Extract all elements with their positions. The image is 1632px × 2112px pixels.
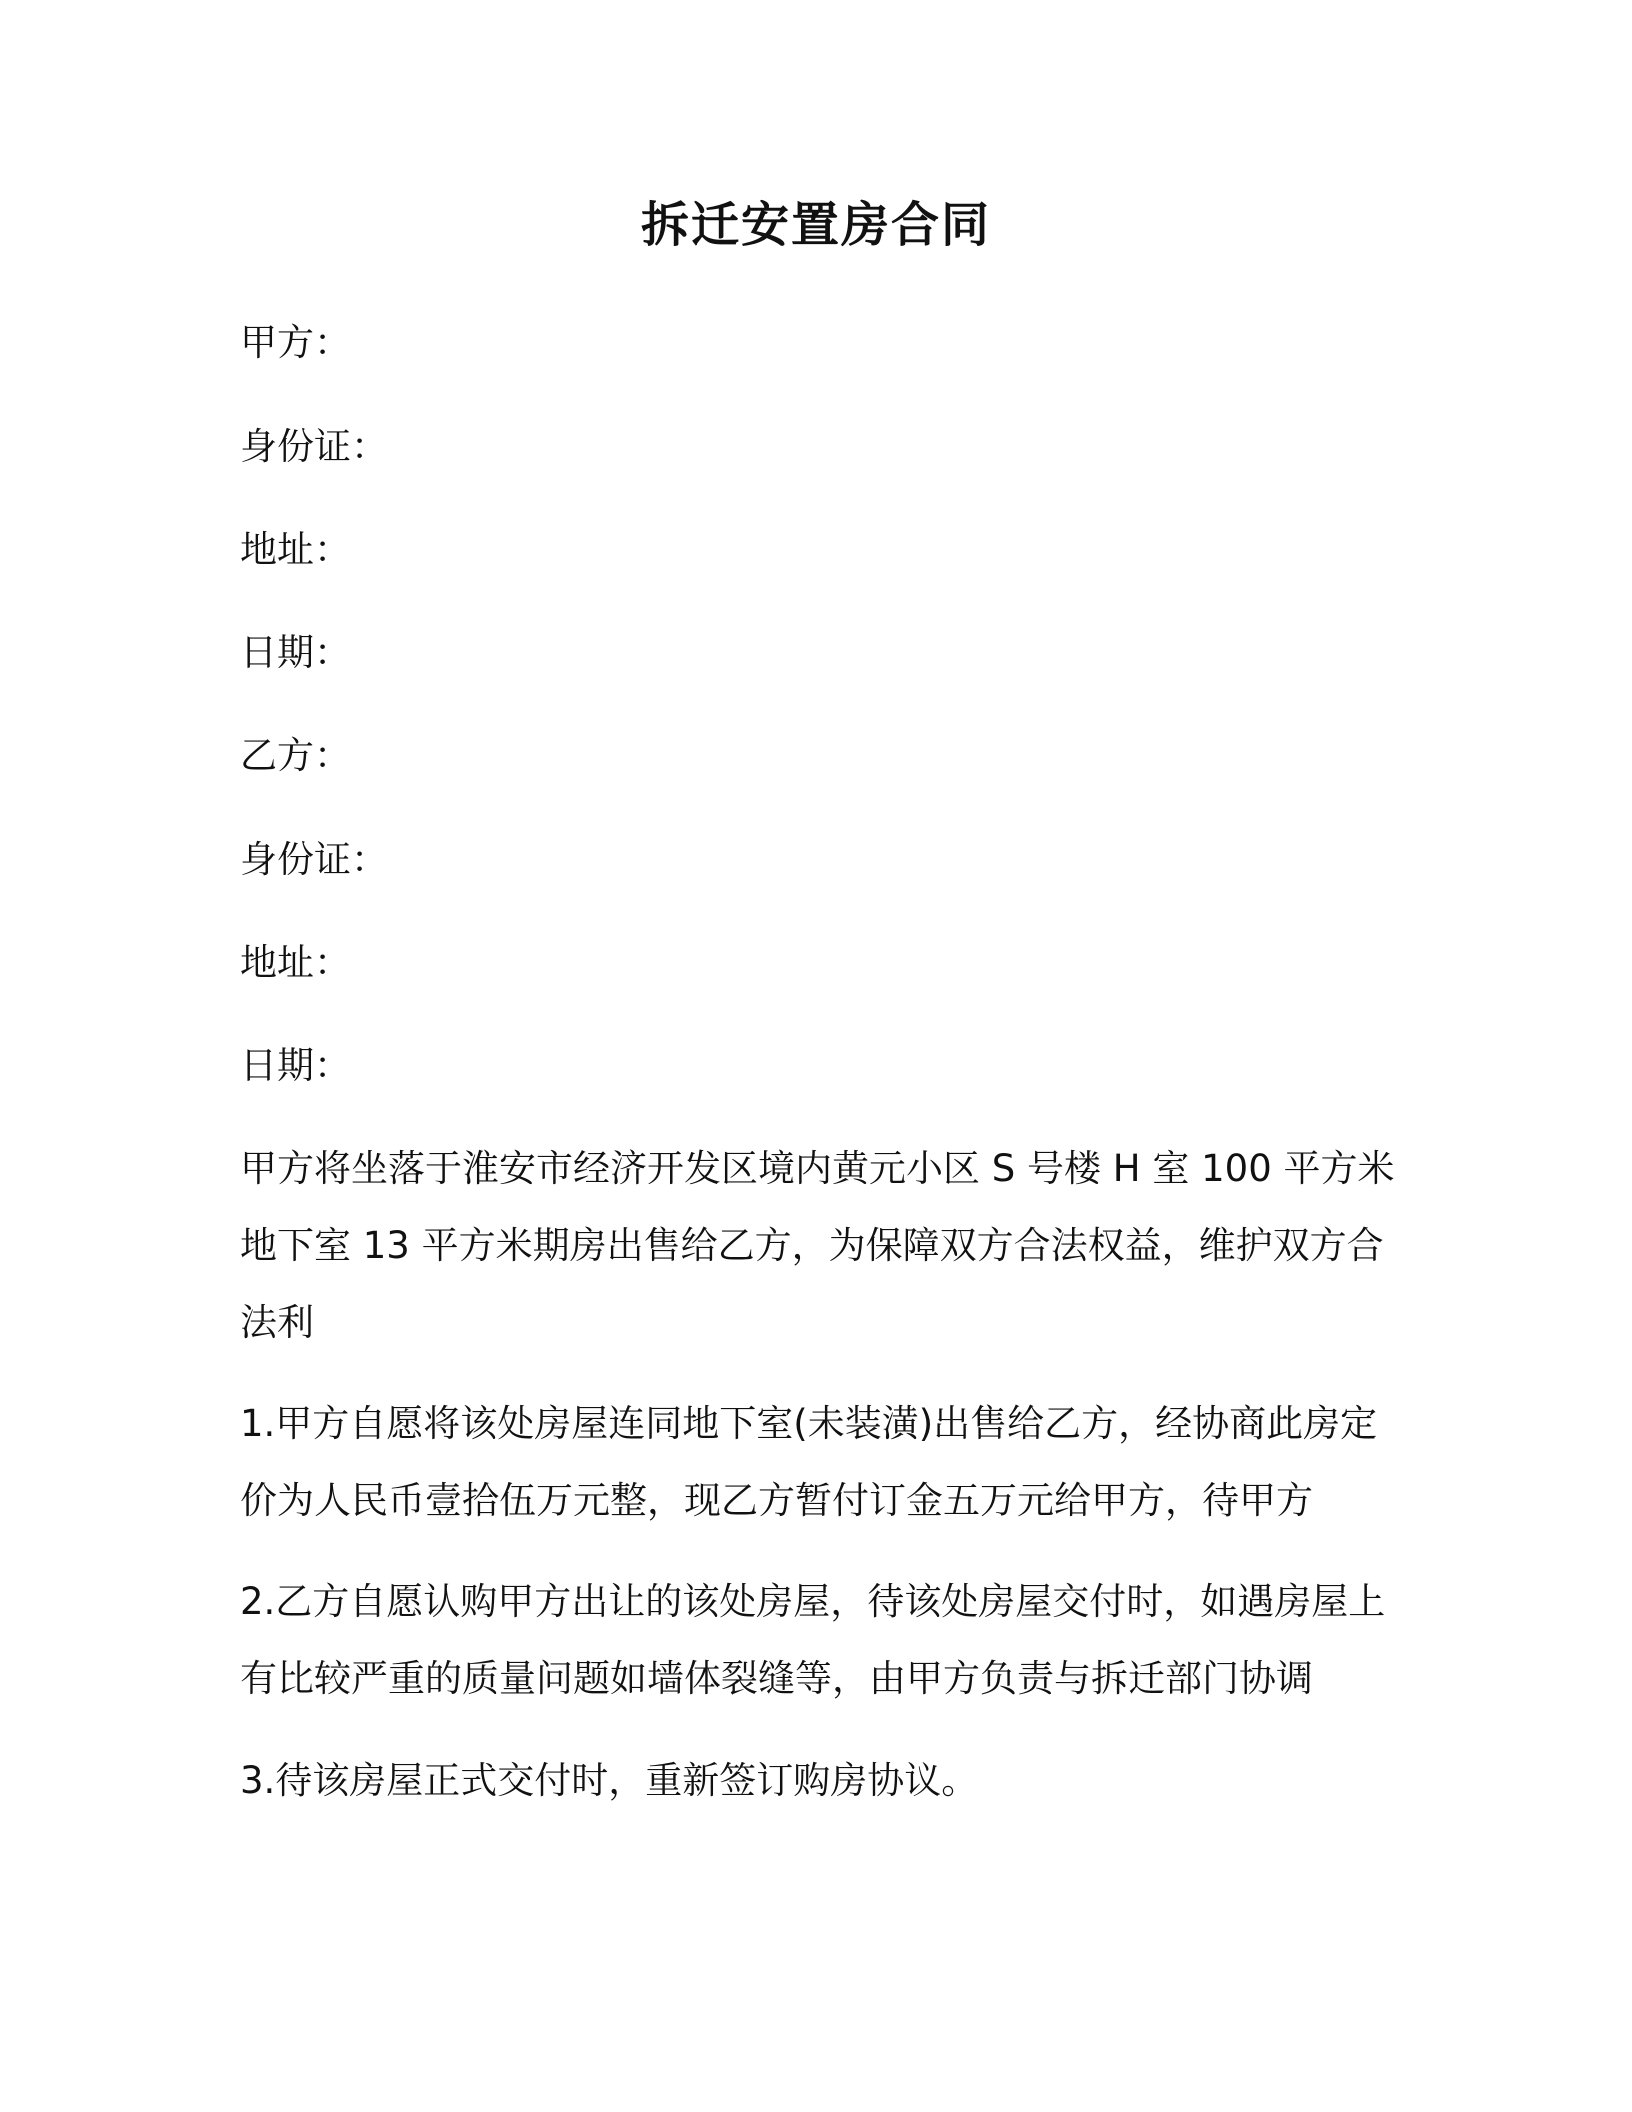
party-a-address-label: 地址： [240,528,351,571]
party-a-label: 甲方： [240,321,351,364]
party-b-id-label: 身份证： [240,838,388,881]
clause-2: 2.乙方自愿认购甲方出让的该处房屋，待该处房屋交付时，如遇房屋上有比较严重的质量问题如墙体裂缝等，由甲方负责与拆迁部门协调 [240,1580,1386,1700]
party-a-date-label: 日期： [240,631,351,674]
party-a-id-label: 身份证： [240,425,388,468]
clause-3: 3.待该房屋正式交付时，重新签订购房协议。 [240,1759,979,1802]
party-b-date-label: 日期： [240,1044,351,1087]
document-title: 拆迁安置房合同 [640,197,991,253]
party-b-label: 乙方： [240,734,351,777]
preamble-paragraph: 甲方将坐落于淮安市经济开发区境内黄元小区 S 号楼 H 室 100 平方米地下室 13 平方米期房出售给乙方，为保障双方合法权益，维护双方合法利 [240,1147,1395,1344]
clause-1: 1.甲方自愿将该处房屋连同地下室(未装潢)出售给乙方，经协商此房定价为人民币壹拾伍万元整，现乙方暂付订金五万元给甲方，待甲方 [240,1402,1378,1522]
party-b-address-label: 地址： [240,941,351,984]
